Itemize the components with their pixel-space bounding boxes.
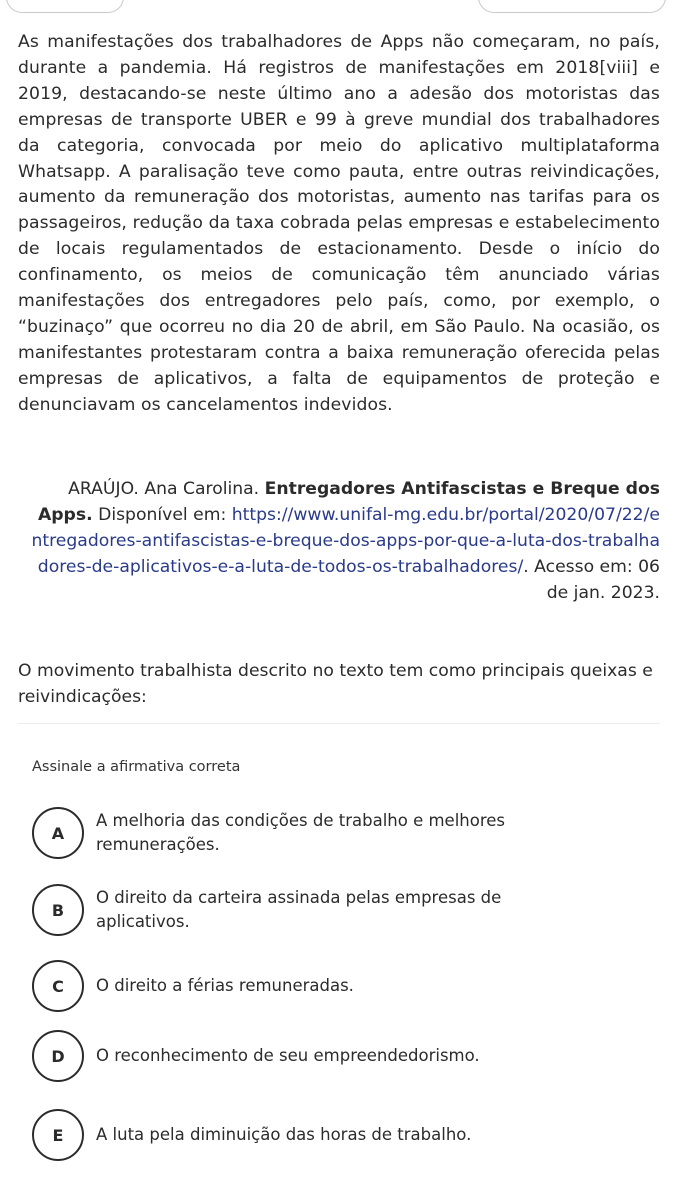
citation-access: . Acesso em: 06 de jan. 2023.	[523, 556, 660, 603]
option-c-text: O direito a férias remuneradas.	[96, 976, 354, 995]
citation-url[interactable]: https://www.unifal-mg.edu.br/portal/2020/07/22/entregadores-antifascistas-e-breque-dos-apps-por-que-a-luta-dos-trabalhadores-de-aplicativos-e-a-luta-de-todos-os-trabalhadores/	[31, 504, 660, 577]
option-c[interactable]	[32, 960, 662, 1012]
option-d-text: O reconhecimento de seu empreendedorismo.	[96, 1046, 480, 1065]
question-text: O movimento trabalhista descrito no texto tem como principais queixas e reivindicações:	[18, 661, 653, 707]
option-b-text: O direito da carteira assinada pelas empresas de aplicativos.	[96, 888, 502, 931]
option-a-badge[interactable]: A	[32, 807, 84, 859]
citation-title: Entregadores Antifascistas e Breque dos Apps.	[37, 479, 660, 525]
top-left-button[interactable]	[6, 0, 124, 13]
citation	[30, 477, 660, 607]
option-a-text: A melhoria das condições de trabalho e melhores remunerações.	[96, 811, 506, 854]
passage-text: As manifestações dos trabalhadores de Apps não começaram, no país, durante a pandemia. Há registros de manifestações em 2018[viii] e 2019, destacando-se neste último ano a adesão dos motoristas das empresas de transporte UBER e 99 à greve mundial dos trabalhadores da categoria, convocada por meio do aplicativo multiplataforma Whatsapp. A paralisação teve como pauta, entre outras reivindicações, aumento da remuneração dos motoristas, aumento nas tarifas para os passageiros, redução da taxa cobrada pelas empresas e estabelecimento de locais regulamentados de estacionamento. Desde o início do confinamento, os meios de comunicação têm anunciado várias manifestações dos entregadores pelo país, como, por exemplo, o “buzinaço” que ocorreu no dia 20 de abril, em São Paulo. Na ocasião, os manifestantes protestaram contra a baixa remuneração oferecida pelas empresas de aplicativos, a falta de equipamentos de proteção e denunciavam os cancelamentos indevidos.	[18, 32, 660, 415]
citation-available: Disponível em:	[98, 504, 227, 525]
top-right-button[interactable]	[478, 0, 666, 13]
option-d-badge[interactable]: D	[32, 1030, 84, 1082]
instruction-text: Assinale a afirmativa correta	[32, 759, 241, 775]
option-a[interactable]	[32, 807, 662, 859]
option-d[interactable]	[32, 1030, 662, 1082]
option-e-text: A luta pela diminuição das horas de trabalho.	[96, 1125, 472, 1144]
option-b-badge[interactable]: B	[32, 884, 84, 936]
divider	[18, 723, 660, 724]
option-e[interactable]	[32, 1109, 662, 1161]
top-button-strip	[0, 0, 676, 16]
citation-author: ARAÚJO. Ana Carolina.	[68, 479, 260, 499]
option-e-badge[interactable]: E	[32, 1109, 84, 1161]
option-b[interactable]	[32, 884, 662, 936]
option-c-badge[interactable]: C	[32, 960, 84, 1012]
